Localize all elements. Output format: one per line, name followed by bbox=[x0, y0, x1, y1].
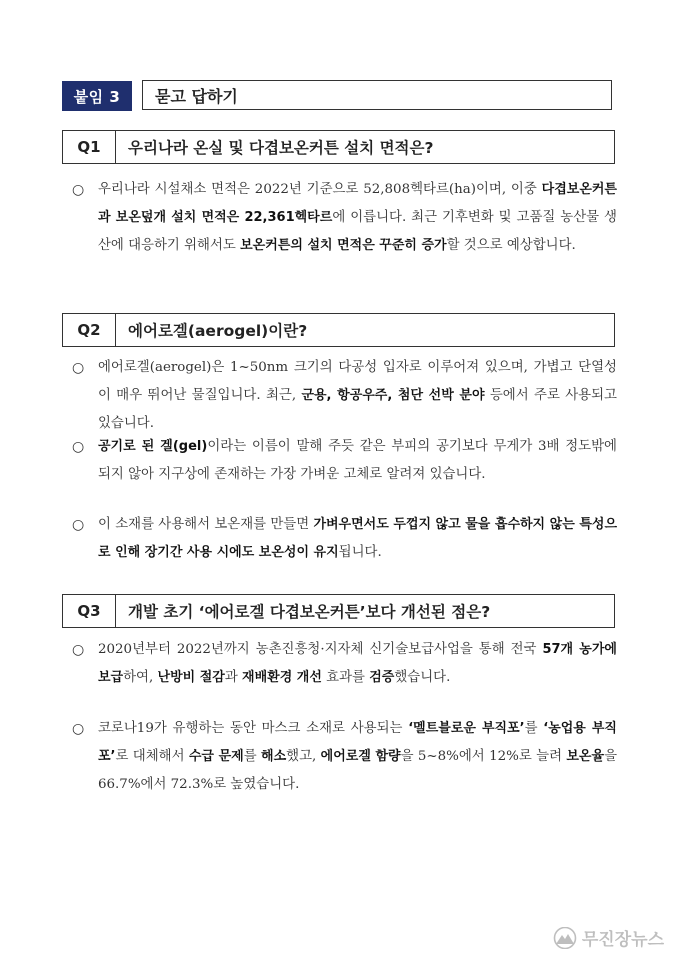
answer-paragraph bbox=[72, 354, 617, 438]
text-segment: 를 bbox=[524, 721, 544, 736]
emphasis-text: 검증 bbox=[369, 670, 395, 685]
answer-paragraph bbox=[72, 433, 617, 489]
emphasis-text: 난방비 절감 bbox=[157, 670, 225, 685]
appendix-title: 묻고 답하기 bbox=[142, 80, 612, 110]
answer-paragraph bbox=[72, 176, 617, 260]
answer-text bbox=[98, 715, 617, 799]
text-segment: 로 대체해서 bbox=[115, 749, 189, 764]
text-segment: 됩니다. bbox=[338, 545, 382, 560]
bullet-circle-icon: ○ bbox=[72, 182, 85, 198]
emphasis-text: 보온율 bbox=[566, 749, 605, 764]
text-segment: 에어로겔(aerogel)은 1~50nm 크기의 다공성 입자로 이루어져 있으며, 가볍고 단열성이 매우 뛰어난 물질입니다. 최근, bbox=[98, 360, 617, 403]
question-1-title: 우리나라 온실 및 다겹보온커튼 설치 면적은? bbox=[128, 139, 434, 157]
answer-text bbox=[98, 433, 617, 489]
text-segment: 하여, bbox=[123, 670, 158, 685]
text-segment: 등에서 주로 사용되고 있습니다. bbox=[98, 388, 617, 431]
emphasis-text: 재배환경 개선 bbox=[242, 670, 322, 685]
answer-text bbox=[98, 511, 617, 567]
question-3-number: Q3 bbox=[63, 595, 116, 627]
emphasis-text: 가벼우면서도 두껍지 않고 물을 흡수하지 않는 특성으로 인해 장기간 사용 시에도 보온성이 유지 bbox=[98, 517, 618, 560]
emphasis-text: ‘농업용 부직포’ bbox=[98, 721, 617, 764]
text-segment: 과 bbox=[224, 670, 243, 685]
text-segment: 했습니다. bbox=[394, 670, 451, 685]
text-segment: 효과를 bbox=[321, 670, 370, 685]
answer-text bbox=[98, 636, 617, 692]
question-3-title: 개발 초기 ‘에어로겔 다겹보온커튼’보다 개선된 점은? bbox=[128, 603, 491, 621]
text-segment: 을 5~8%에서 12%로 늘려 bbox=[400, 749, 567, 764]
emphasis-text: 57개 농가에 보급 bbox=[98, 642, 617, 685]
emphasis-text: 에어로겔 함량 bbox=[320, 749, 401, 764]
emphasis-text: 다겹보온커튼과 보온덮개 설치 면적은 22,361헥타르 bbox=[98, 182, 617, 225]
text-segment: 를 bbox=[243, 749, 262, 764]
answer-paragraph bbox=[72, 511, 617, 567]
question-3-box bbox=[62, 594, 615, 628]
emphasis-text: 해소 bbox=[261, 749, 287, 764]
emphasis-text: ‘멜트블로운 부직포’ bbox=[408, 721, 525, 736]
answer-text bbox=[98, 354, 617, 438]
text-segment: 을 66.7%에서 72.3%로 높였습니다. bbox=[98, 749, 617, 792]
text-segment: 이 소재를 사용해서 보온재를 만들면 bbox=[98, 517, 314, 532]
watermark-text: 무진장뉴스 bbox=[581, 930, 664, 950]
question-2-title: 에어로겔(aerogel)이란? bbox=[128, 322, 308, 340]
text-segment: 2020년부터 2022년까지 농촌진흥청·지자체 신기술보급사업을 통해 전국 bbox=[98, 642, 543, 657]
text-segment: 코로나19가 유행하는 동안 마스크 소재로 사용되는 bbox=[98, 721, 409, 736]
mountain-logo-icon bbox=[552, 927, 578, 949]
bullet-circle-icon: ○ bbox=[72, 517, 85, 533]
question-1-number: Q1 bbox=[63, 131, 116, 163]
text-segment: 할 것으로 예상합니다. bbox=[446, 238, 576, 253]
question-1-box bbox=[62, 130, 615, 164]
emphasis-text: 공기로 된 겔(gel) bbox=[98, 439, 208, 454]
watermark bbox=[552, 925, 664, 950]
text-segment: 이라는 이름이 말해 주듯 같은 부피의 공기보다 무게가 3배 정도밖에 되지 않아 지구상에 존재하는 가장 가벼운 고체로 알려져 있습니다. bbox=[98, 439, 617, 482]
bullet-circle-icon: ○ bbox=[72, 360, 85, 376]
bullet-circle-icon: ○ bbox=[72, 439, 85, 455]
text-segment: 에 이릅니다. 최근 기후변화 및 고품질 농산물 생산에 대응하기 위해서도 bbox=[98, 210, 617, 253]
text-segment: 우리나라 시설채소 면적은 2022년 기준으로 52,808헥타르(ha)이며, 이중 bbox=[98, 182, 542, 197]
answer-paragraph bbox=[72, 715, 617, 799]
emphasis-text: 수급 문제 bbox=[188, 749, 244, 764]
question-2-number: Q2 bbox=[63, 314, 116, 346]
answer-paragraph bbox=[72, 636, 617, 692]
bullet-circle-icon: ○ bbox=[72, 642, 85, 658]
appendix-tag: 붙임 3 bbox=[62, 81, 132, 111]
answer-text bbox=[98, 176, 617, 260]
emphasis-text: 군용, 항공우주, 첨단 선박 분야 bbox=[301, 388, 485, 403]
bullet-circle-icon: ○ bbox=[72, 721, 85, 737]
text-segment: 했고, bbox=[286, 749, 321, 764]
question-2-box bbox=[62, 313, 615, 347]
emphasis-text: 보온커튼의 설치 면적은 꾸준히 증가 bbox=[240, 238, 447, 253]
